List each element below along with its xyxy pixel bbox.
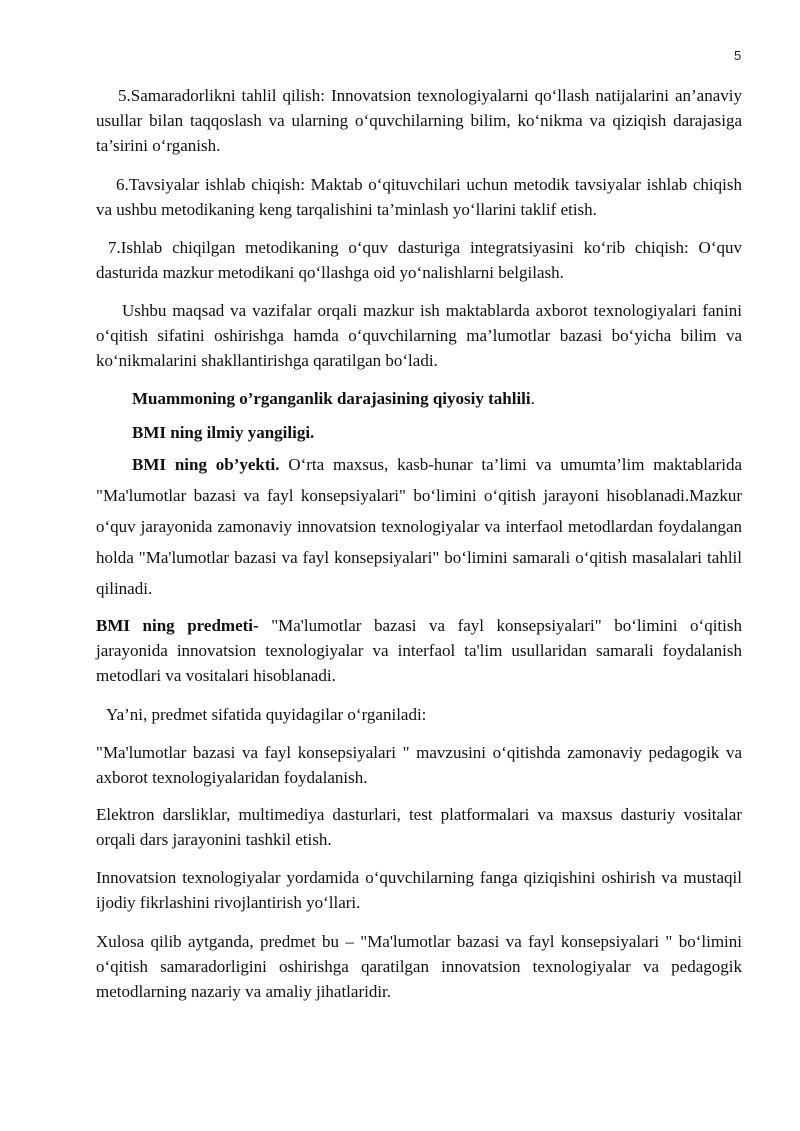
heading-ilmiy-yangilik: BMI ning ilmiy yangiligi. bbox=[132, 423, 315, 442]
paragraph-integratsiya: 7.Ishlab chiqilgan metodikaning o‘quv dasturiga integratsiyasini ko‘rib chiqish: O‘quv dasturida mazkur metodikani qo‘llashga oid yo‘nalishlarni belgilash. bbox=[96, 238, 742, 282]
paragraph-tavsiyalar: 6.Tavsiyalar ishlab chiqish: Maktab o‘qituvchilari uchun metodik tavsiyalar ishlab chiqish va ushbu metodikaning keng tarqalishini ta’minlash yo‘llarini taklif etish. bbox=[96, 175, 742, 219]
paragraph-predmet bbox=[96, 613, 742, 688]
paragraph-xulosa: Xulosa qilib aytganda, predmet bu – "Ma'lumotlar bazasi va fayl konsepsiyalari " bo‘limini o‘qitish samaradorligini oshirishga qaratilgan innovatsion texnologiyalar va pedagogik metodlarning nazariy va amaliy jihatlaridir. bbox=[96, 932, 742, 1001]
paragraph-innovatsion: Innovatsion texnologiyalar yordamida o‘quvchilarning fanga qiziqishini oshirish va mustaqil ijodiy fikrlashini rivojlantirish yo‘llari. bbox=[96, 868, 742, 912]
page-number: 5 bbox=[734, 48, 742, 63]
heading-qiyosiy-tahlil bbox=[96, 386, 742, 411]
paragraph-samaradorlik: 5.Samaradorlikni tahlil qilish: Innovatsion texnologiyalarni qo‘llash natijalarini an’anaviy usullar bilan taqqoslash va ularning o‘quvchilarning bilim, ko‘nikma va qiziqish darajasiga ta’sirini o‘rganish. bbox=[96, 86, 742, 155]
obyekt-label: BMI ning ob’yekti. bbox=[132, 455, 280, 474]
obyekt-text: O‘rta maxsus, kasb-hunar ta’limi va umumta’lim maktablarida "Ma'lumotlar bazasi va fayl konsepsiyalari" bo‘limini o‘qitish jarayoni hisoblanadi.Mazkur o‘quv jarayonida zamonaviy innovatsion texnologiyalar va interfaol metodlardan foydalangan holda "Ma'lumotlar bazasi va fayl konsepsiyalari" bo‘limini samarali o‘qitish masalalari tahlil qilinadi. bbox=[96, 455, 742, 598]
heading-qiyosiy-tahlil-text: Muammoning o’rganganlik darajasining qiyosiy tahlili bbox=[132, 389, 531, 408]
predmet-text: "Ma'lumotlar bazasi va fayl konsepsiyalari" bo‘limini o‘qitish jarayonida innovatsion texnologiyalar va interfaol ta'lim usullaridan samarali foydalanish metodlari va vositalari hisoblanadi. bbox=[96, 616, 742, 685]
paragraph-obyekt bbox=[96, 449, 742, 604]
paragraph-maqsad-vazifalar: Ushbu maqsad va vazifalar orqali mazkur ish maktablarda axborot texnologiyalari fanini o‘qitish sifatini oshirishga hamda o‘quvchilarning ma’lumotlar bazasi bo‘yicha bilim va ko‘nikmalarini shakllantirishga qaratilgan bo‘ladi. bbox=[96, 301, 742, 370]
paragraph-mavzu: "Ma'lumotlar bazasi va fayl konsepsiyalari " mavzusini o‘qitishda zamonaviy pedagogik va axborot texnologiyalaridan foydalanish. bbox=[96, 743, 742, 787]
predmet-label: BMI ning predmeti- bbox=[96, 616, 259, 635]
heading-qiyosiy-tahlil-dot: . bbox=[530, 389, 535, 408]
paragraph-elektron-darsliklar: Elektron darsliklar, multimediya dasturlari, test platformalari va maxsus dasturiy vositalar orqali dars jarayonini tashkil etish. bbox=[96, 805, 742, 849]
paragraph-yani: Ya’ni, predmet sifatida quyidagilar o‘rganiladi: bbox=[106, 705, 427, 724]
